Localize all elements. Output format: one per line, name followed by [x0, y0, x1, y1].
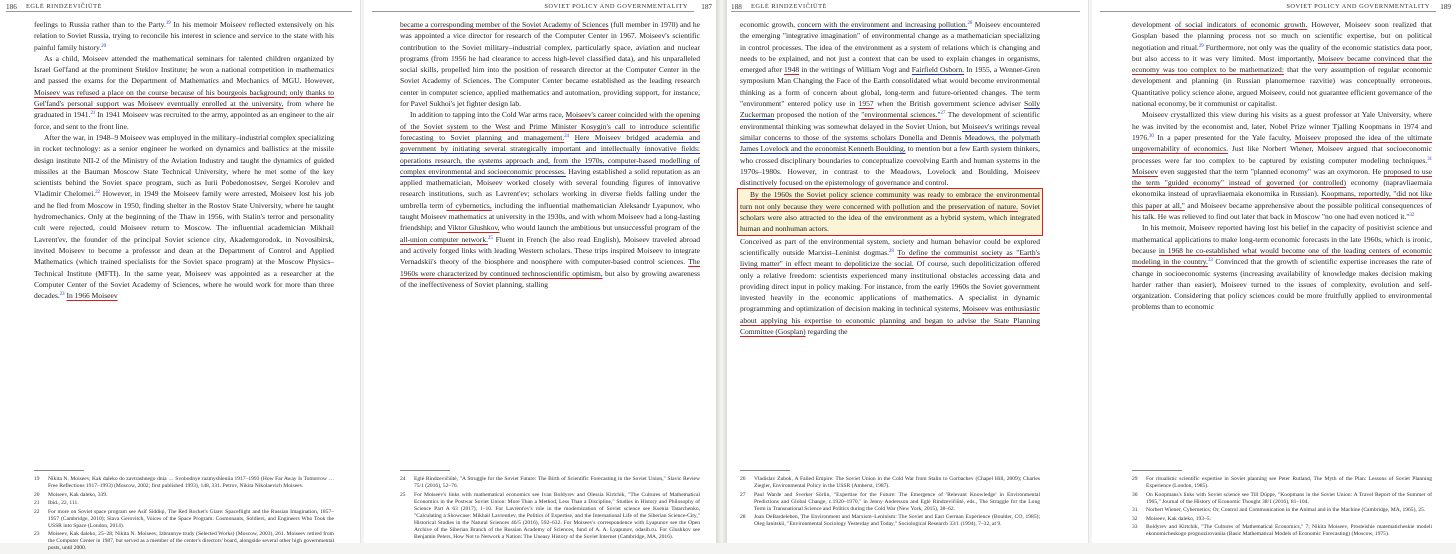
footnote-text: Norbert Wiener, Cybernetics; Or, Control and Communication in the Animal and in the Machine (Cambridge, MA, 1965), 25. — [1146, 507, 1426, 513]
footnote-number: 28 — [740, 514, 746, 520]
text-run: including the influential mathematician Aleksandr Lyapunov, who taught Moiseev mathematics at university in the 1930s, and with whom Moiseev had a long-lasting friendship; and — [400, 200, 700, 233]
running-header-text: EGLĖ RINDZEVIČIŪTĖ — [26, 3, 102, 10]
footnote — [34, 531, 334, 552]
blue-underlined-text: Here Moiseev bridged academia and government by initiating several strategically important and intellectually innovative fields: operations research, the systems approach and, from the 1970s, computer-based modelling of complex environmental and socioeconomic processes. — [400, 132, 700, 176]
red-underlined-text: To define the communist society as "Earth's living matter" in effect meant to depoliticize the social. — [740, 247, 1040, 269]
header-rule — [6, 11, 352, 12]
text-run: to mention but a few Earth system thinkers, who crossed disciplinary boundaries to conceptualize coevolving Earth and human systems in the 1970s–1980s. However, in contrast to the Meadows, Lovelock and Boulding, Moiseev distinctively focused on the epistemology of governance and control. — [740, 144, 1040, 188]
page-187 — [364, 0, 716, 543]
footnote-rule — [400, 470, 450, 471]
footnote — [740, 476, 1040, 490]
footnote — [400, 476, 700, 490]
red-underlined-text: in 1968 he co-established what would become one of the leading centers of economic modeling in the country. — [1132, 245, 1432, 267]
text-run: proposed the notion of the — [774, 110, 862, 120]
paragraph — [740, 236, 1040, 338]
text-run: Moiseev crystallized this view during his visits as a guest professor at Yale University, where he was invited by the economist and, later, Nobel Prize winner Tjalling Koopmans in 1974 and 1976. — [1132, 110, 1432, 142]
footnote-number: 20 — [34, 491, 40, 498]
main-text — [1132, 19, 1432, 313]
footnote — [400, 492, 700, 541]
footnote-ref: 32 — [1409, 213, 1415, 219]
footnote-number: 33 — [1132, 524, 1138, 530]
footnote — [34, 509, 334, 530]
footnote-ref: 24 — [564, 133, 570, 139]
footnote-ref: 19 — [165, 21, 171, 26]
text-run: The development of scientific environmental thinking was somewhat delayed in the Soviet Union, but — [740, 110, 1040, 131]
page-number: 189 — [1440, 3, 1451, 11]
footnote-number: 23 — [34, 531, 40, 537]
text-run: when the British government science adviser — [873, 99, 1025, 109]
footnote-text: Moiseev, Kak daleko, 193–5. — [1146, 515, 1211, 522]
paragraph — [1132, 222, 1432, 312]
footnote-ref: 30 — [1148, 133, 1154, 139]
header-rule — [731, 11, 1080, 12]
footnote-ref: 22 — [95, 190, 101, 196]
footnote-text: For Moiseev's links with mathematical economics see Ivan Boldyrev and Olessia Kirtchik, "The Cultures of Mathematical Economics in the Postwar Soviet Union: More Than a Method, Less Than a Discipline," Studies in History and Philosophy of Science Part A 63 (2017), 1–10. For Lavrent'ev's role in the modernization of Soviet science see Ksenia Tatarchenko, "Calculating a Showcase: Mikhail Lavrentiev, the Politics of Expertise, and the International Life of the Siberian Science-City," Historical Studies in the Natural Sciences 46/5 (2016), 592–632. For Moiseev's correspondence with Lyapunov see the Open Archive of the Siberian Branch of the Russian Academy of Sciences, fund of A. A. Lyapunov, odasib.ru. For Glushkov see Benjamin Peters, How Not to Network a Nation: The Uneasy History of the Soviet Internet (Cambridge, MA, 2016). — [414, 491, 700, 540]
red-underlined-text: of cybernetics, — [446, 200, 492, 210]
text-run: In addition to tapping into the Cold War arms race, — [410, 110, 566, 120]
red-underlined-text: The 1960s were characterized by continued technoscientific optimism, — [400, 257, 700, 278]
paragraph — [400, 19, 700, 109]
footnote-number: 22 — [34, 508, 40, 515]
text-run: development — [1132, 20, 1175, 29]
text-run: feelings to Russia rather than to the Party. — [34, 20, 166, 29]
page-188 — [727, 0, 1089, 543]
footnote — [1132, 492, 1432, 506]
footnote-ref: 23 — [59, 292, 65, 298]
red-underlined-text: became a corresponding member of the Soviet Academy of Sciences — [400, 20, 609, 29]
red-underlined-text: 1948 — [784, 65, 800, 75]
text-run: In his memoir Moiseev reflected extensively on his relation to Soviet Russia, trying to reconcile his interest in science and service to the state with his painful family history. — [34, 20, 334, 52]
footnote-text: On Koopmans's links with Soviet science see Till Düppe, "Koopmans in the Soviet Union: A Travel Report of the Summer of 1965," Journal of the History of Economic Thought 38/1 (2016), 81–104. — [1146, 491, 1432, 505]
paragraph — [34, 19, 334, 53]
footnote — [34, 492, 334, 499]
footnotes — [400, 476, 700, 542]
text-run: Having established a solid reputation as an applied mathematician, Moiseev worked closely with several founding figures of innovative research institutions, such as Lavrent'ev; scholars working in diverse fields falling under the umbrella term — [400, 166, 701, 210]
red-underlined-text: of social indicators of economic growth. — [1174, 20, 1308, 29]
footnote-number: 19 — [34, 476, 40, 482]
red-underlined-text: Moiseev — [1132, 166, 1158, 176]
text-run: but also by growing awareness of the ineffectiveness of Soviet planning, stalling — [400, 268, 700, 289]
footnote-text: For more on Soviet space program see Asif Siddiqi, The Red Rocket's Glare: Spaceflight and the Russian Imagination, 1857–1957 (Cambridge, 2010); Slava Gerovitch, Voices of the Space Program: Cosmonauts, Soldiers, and Engineers Who Took the USSR into Space (London, 2014). — [48, 508, 334, 529]
footnote-text: Moiseev, Kak daleko, 339. — [48, 491, 108, 498]
highlighted-passage — [737, 188, 1043, 235]
red-underlined-text: Moiseev proposed the idea of the ultimate ungovernability of economics. — [1132, 132, 1432, 154]
text-run: economy (napravliaemaia ekonomika instead of upravliaemaia ekonomika in Russian). — [1132, 178, 1432, 199]
paragraph — [740, 19, 1040, 188]
footnote-text: Moiseev, Kak daleko, 25–28; Nikita N. Moiseev, Izbrannye trudy (Selected Works) (Moscow, 2003), 261. Moiseev retired from the Computer Center in 1987, but served as a member of the center's directors' board, alongside several other high governmental posts, until 2000. — [48, 531, 334, 551]
red-underlined-text: Moiseev's career coincided with the opening of the Soviet system to the West and Prime Minister Kosygin's call to introduce scientific forecasting to Soviet planning and management. — [400, 110, 701, 142]
footnotes — [1132, 476, 1432, 540]
text-run: Of course, such depoliticization offered only a relative freedom: scientists experienced many institutional obstacles accessing data and providing direct input in policy making. For instance, from the early 1960s the Soviet government invested heavily in the economic applications of mathematics. A specialist in dynamic programming and optimization of decision making in technical systems, — [740, 259, 1040, 314]
footnote — [34, 476, 334, 490]
red-underlined-text: Moiseev was refused a place on the course because of his bourgeois background; only thanks to Gel'fand's personal support was Moiseev eventually enrolled at the university, — [34, 87, 334, 109]
text-run: In 1955, a Wenner-Gren symposium Man Changing the Face of the Earth consolidated what would become environmental thinking as a form of concern about global, long-term and future-oriented changes. The term "environment" entered policy use in — [740, 65, 1040, 109]
text-run: After the war, in 1948–9 Moiseev was employed in the military–industrial complex specializing in rocket technology: as a senior engineer he worked on dynamics and ballistics at the missile design institute NII-2 of the Ministry of the Aviation Industry and taught the dynamics of guided missiles at the Bauman Moscow State Technical University, where he met some of the key scientists behind the Soviet space program, such as Iurii Pobedonostsev, Sergei Korolev and Vladimir Chelomei. — [34, 132, 334, 199]
running-header-text: SOVIET POLICY AND GOVERNMENTALITY — [1286, 3, 1430, 10]
red-underlined-text: proposed to use the term "guided economy" instead of governed (or controlled) — [1132, 166, 1432, 188]
text-run: Fluent in French (he also read English), Moiseev traveled abroad and actively forged links with leading Western scholars. These trips inspired Moiseev to integrate Vernadskii's theory of the biosphere and noosphere with computer-based control sciences. — [400, 234, 701, 267]
footnote-rule — [34, 470, 84, 471]
footnotes — [740, 476, 1040, 530]
footnote-ref: 27 — [940, 111, 946, 117]
footnote-number: 30 — [1132, 491, 1138, 498]
page-189 — [1092, 0, 1456, 543]
footnote-number: 29 — [1132, 476, 1138, 482]
red-underlined-text: Moiseev became convinced that the economy was too complex to be mathematized: — [1132, 53, 1432, 75]
page-number: 188 — [731, 3, 742, 11]
text-run: However, in 1949 the Moiseev family were arrested, Moiseev lost his job and he fled from Moscow in 1950, finding shelter in the Rostov State University, where he taught hydromechanics. Only at the beginning of the Thaw in 1956, with Stalin's terror and personality cult were rejected, could Moiseev return to Moscow. The influential academician Mikhail Lavrent'ev, the founder of the principal Soviet science city, Akademgorodok, in Novosibirsk, invited Moiseev to become a professor and dean at the Department of Control and Applied Mathematics (which trained specialists for the Soviet space program) at the Moscow Physics–Technical Institute (MFTI). In the same year, Moiseev was appointed as a researcher at the Computer Center of the Soviet Academy of Sciences, where he would work for more than three decades. — [34, 189, 334, 301]
text-run: Just like Norbert Wiener, Moiseev argued that socioeconomic processes were far too complex to be captured by existing computer modeling techniques. — [1132, 144, 1432, 165]
footnote — [1132, 516, 1432, 523]
footnote-ref: 29 — [1198, 43, 1204, 49]
footnote-number: 31 — [1132, 507, 1138, 513]
footnote-ref: 31 — [1427, 156, 1432, 162]
text-run: Soviet scholars were also attracted to the idea of the environment as a hybrid system, which integrated human and nonhuman actors. — [740, 201, 1040, 234]
footnote — [740, 492, 1040, 513]
footnote-number: 25 — [400, 491, 406, 498]
paragraph — [1132, 109, 1432, 222]
text-run: In his memoir, Moiseev reported having lost his belief in the capacity of positivist science and mathematical applications to make long-term economic forecasts in the late 1960s, which is ironic, because — [1132, 223, 1432, 255]
footnote-ref: 25 — [487, 235, 493, 241]
footnote-text: For ritualistic scientific expertise in Soviet planning see Peter Rutland, The Myth of the Plan: Lessons of Soviet Planning Experience (London, 1985). — [1146, 476, 1432, 489]
book-gutter — [716, 0, 727, 543]
blue-underlined-text: Moiseev's writings reveal similar concerns to those of the systems scholars Donella and Dennis Meadows, the polymath James Lovelock and the economist Kenneth Boulding, — [740, 121, 1040, 154]
red-underlined-text: Moiseev was enthusiastic about applying his expertise to economic planning and began to advise the State Planning Committee (Gosplan) — [740, 304, 1040, 337]
text-run: regarding the — [805, 327, 848, 337]
blue-underlined-text: Solly Zuckerman — [740, 99, 1040, 120]
footnote-number: 26 — [740, 476, 746, 482]
page-186 — [0, 0, 361, 551]
blue-underlined-text: concern with the environment and increasing pollution. — [797, 20, 968, 29]
paragraph — [34, 132, 334, 301]
text-run: and Moiseev became apprehensive about the possible political consequences of his talk. He was relieved to find out later that back in Moscow "no one had even noticed it." — [1132, 200, 1433, 222]
footnote-rule — [1132, 470, 1182, 471]
text-run: However, Moiseev soon realized that Gosplan based the planning process not so much on scientific expertise, but on political negotiation and ritual. — [1132, 20, 1432, 52]
page-number: 187 — [701, 3, 712, 11]
footnotes — [34, 476, 334, 554]
text-run: Conceived as part of the environmental system, society and human behavior could be explored scientifically outside Marxist–Leninist dogmas. — [740, 236, 1040, 257]
footnote-text: Ibid., 22, 111. — [48, 500, 79, 506]
text-run: even suggested that the term "planned economy" was an oxymoron. He — [1158, 166, 1384, 176]
footnote-number: 24 — [400, 476, 406, 482]
footnote-number: 27 — [740, 491, 746, 498]
footnote-ref: 26 — [967, 21, 973, 26]
footnote-text: Joan DeBardeleben, The Environment and Marxism–Leninism: The Soviet and East German Experience (Boulder, CO, 1985); Oleg Ianitskii, "Environmental Sociology Yesterday and Today," Sociological Research 33/1 (1994), 7–32, at 9. — [754, 514, 1040, 527]
page-number: 186 — [6, 3, 17, 11]
paragraph — [34, 53, 334, 132]
red-underlined-text: "environmental sciences." — [861, 110, 941, 120]
paragraph — [400, 109, 700, 290]
red-underlined-text: Viktor Glushkov, — [447, 223, 500, 233]
text-run: from where he graduated in 1941. — [34, 99, 334, 120]
footnote-ref: 28 — [889, 248, 894, 254]
main-text — [400, 19, 700, 290]
text-run: in the writings of William Vogt and — [799, 65, 912, 75]
blue-underlined-text: Fairfield Osborn. — [911, 65, 965, 75]
text-run: who would launch the ambitious but unsuccessful program of the — [499, 223, 700, 233]
footnote-ref: 21 — [90, 111, 96, 117]
footnote-ref: 20 — [101, 43, 107, 49]
footnote — [34, 500, 334, 507]
header-rule — [1100, 11, 1436, 12]
red-underlined-text: Koopmans, reportedly, "did not like this paper at all," — [1132, 189, 1432, 210]
red-underlined-text: 1957 — [858, 99, 874, 109]
footnote-ref: 33 — [1207, 258, 1213, 264]
footnote — [1132, 476, 1432, 490]
footnote-text: Nikita N. Moiseev, Kak daleko do zavtrashnego dnia … Svobodnye razmyshleniia 1917–1993 (How Far Away Is Tomorrow … Free Reflections 1917–1993) (Moscow, 2002; first published 1993), 148, 331. Petrov, Nikita Nikolaevich Moiseev. — [48, 476, 334, 489]
text-run: As a child, Moiseev attended the mathematical seminars for talented children organized by Israel Gel'fand at the prominent Steklov Institute; he won a national competition in mathematics and passed the exams for the Department of Mathematics and Mechanics of MGU. However, — [34, 53, 334, 86]
footnote-text: Paul Warde and Sverker Sörlin, "Expertise for the Future: The Emergence of 'Relevant Knowledge' in Environmental Predictions and Global Change, c.1920–1970," in Jenny Andersson and Eglė Rindzevičiūtė, eds., The Struggle for the Long Term in Transnational Science and Politics during the Cold War (New York, 2015), 38–62. — [754, 491, 1040, 512]
running-header-text: EGLĖ RINDZEVIČIŪTĖ — [751, 3, 827, 10]
main-text — [740, 19, 1040, 337]
text-run: Convinced that the growth of scientific expertise increases the rate of change in socioeconomic systems (increasing availability of knowledge makes decision making harder rather than easier), Moiseev turned to the issues of complexity, evolution and self-organization. Considering that policy sciences could be more fruitfully applied to environmental problems than to economic — [1132, 257, 1432, 312]
paragraph — [740, 188, 1040, 235]
paragraph — [1132, 19, 1432, 109]
footnote-text: Boldyrev and Kirtchik, "The Cultures of Mathematical Economics," 7; Nikita Moiseev, Prosteishie matematicheskie modeli ekonomicheskogo prognozirovaniia (Basic Mathematical Models of Economic Forecasting) (Moscow, 1975). — [1146, 524, 1432, 537]
running-header-text: SOVIET POLICY AND GOVERNMENTALITY — [544, 3, 688, 10]
footnote-text: Eglė Rindzevičiūtė, "A Struggle for the Soviet Future: The Birth of Scientific Forecasting in the Soviet Union," Slavic Review 75/1 (2016), 52–76. — [414, 476, 700, 489]
footnote-rule — [740, 470, 790, 471]
text-run: Furthermore, not only was the quality of the economic statistics data poor, but also access to it was very limited. Most importantly, — [1132, 42, 1432, 63]
text-run: economic growth, — [740, 20, 798, 29]
text-run: In 1941 Moiseev was recruited to the army, appointed as an engineer to the air force, and sent to the front line. — [34, 110, 334, 131]
red-underlined-text: In 1966 Moiseev — [66, 291, 118, 301]
footnote-number: 21 — [34, 500, 40, 506]
footnote-number: 32 — [1132, 515, 1138, 522]
footnote — [1132, 507, 1432, 514]
header-rule — [372, 11, 694, 12]
red-underlined-text: By the 1960s the Soviet policy science community was ready to embrace the environmental turn not only because they were concerned with pollution and the preservation of nature. — [740, 190, 1040, 211]
text-run: that the very assumption of regular economic development and planning (in Russian planomernoe razvitie) was conceptually erroneous. Quantitative policy science alone, argued Moiseev, could not guarantee efficient governance of the national economy, be it communist or capitalist. — [1132, 65, 1432, 109]
red-underlined-text: all-union computer network. — [400, 234, 488, 244]
text-run: In a paper presented for the Yale faculty, — [1153, 132, 1295, 142]
main-text — [34, 19, 334, 301]
text-run: Moiseev encountered the emerging "integrative imagination" of environmental change as a mathematician specializing in control processes. The idea of the environment as a system of relations which is changing and needs to be explained, and not just a context that can be used to explain changes in organisms, emerged after — [740, 20, 1040, 75]
text-run: (full member in 1970) and he was appointed a vice director for research of the Computer Center in 1967. Moiseev's scientific contribution to the Soviet military–industrial complex, particularly space, aviation and nuclear programs (from 1956 he had clearance to access high-level classified data), and his unparalleled social skills, propelled him into the position of research director at the Computer Center in the Soviet Academy of Sciences. The Computer Center became established as the leading research center in computer science, applied mathematics and automation, providing support, for instance, for Pavel Sukhoi's jet fighter design lab. — [400, 20, 700, 109]
footnote-text: Vladislav Zubok, A Failed Empire: The Soviet Union in the Cold War from Stalin to Gorbachev (Chapel Hill, 2009); Charles Ziegler, Environmental Policy in the USSR (Amherst, 1987). — [754, 476, 1040, 489]
footnote — [1132, 524, 1432, 538]
footnote — [740, 514, 1040, 528]
